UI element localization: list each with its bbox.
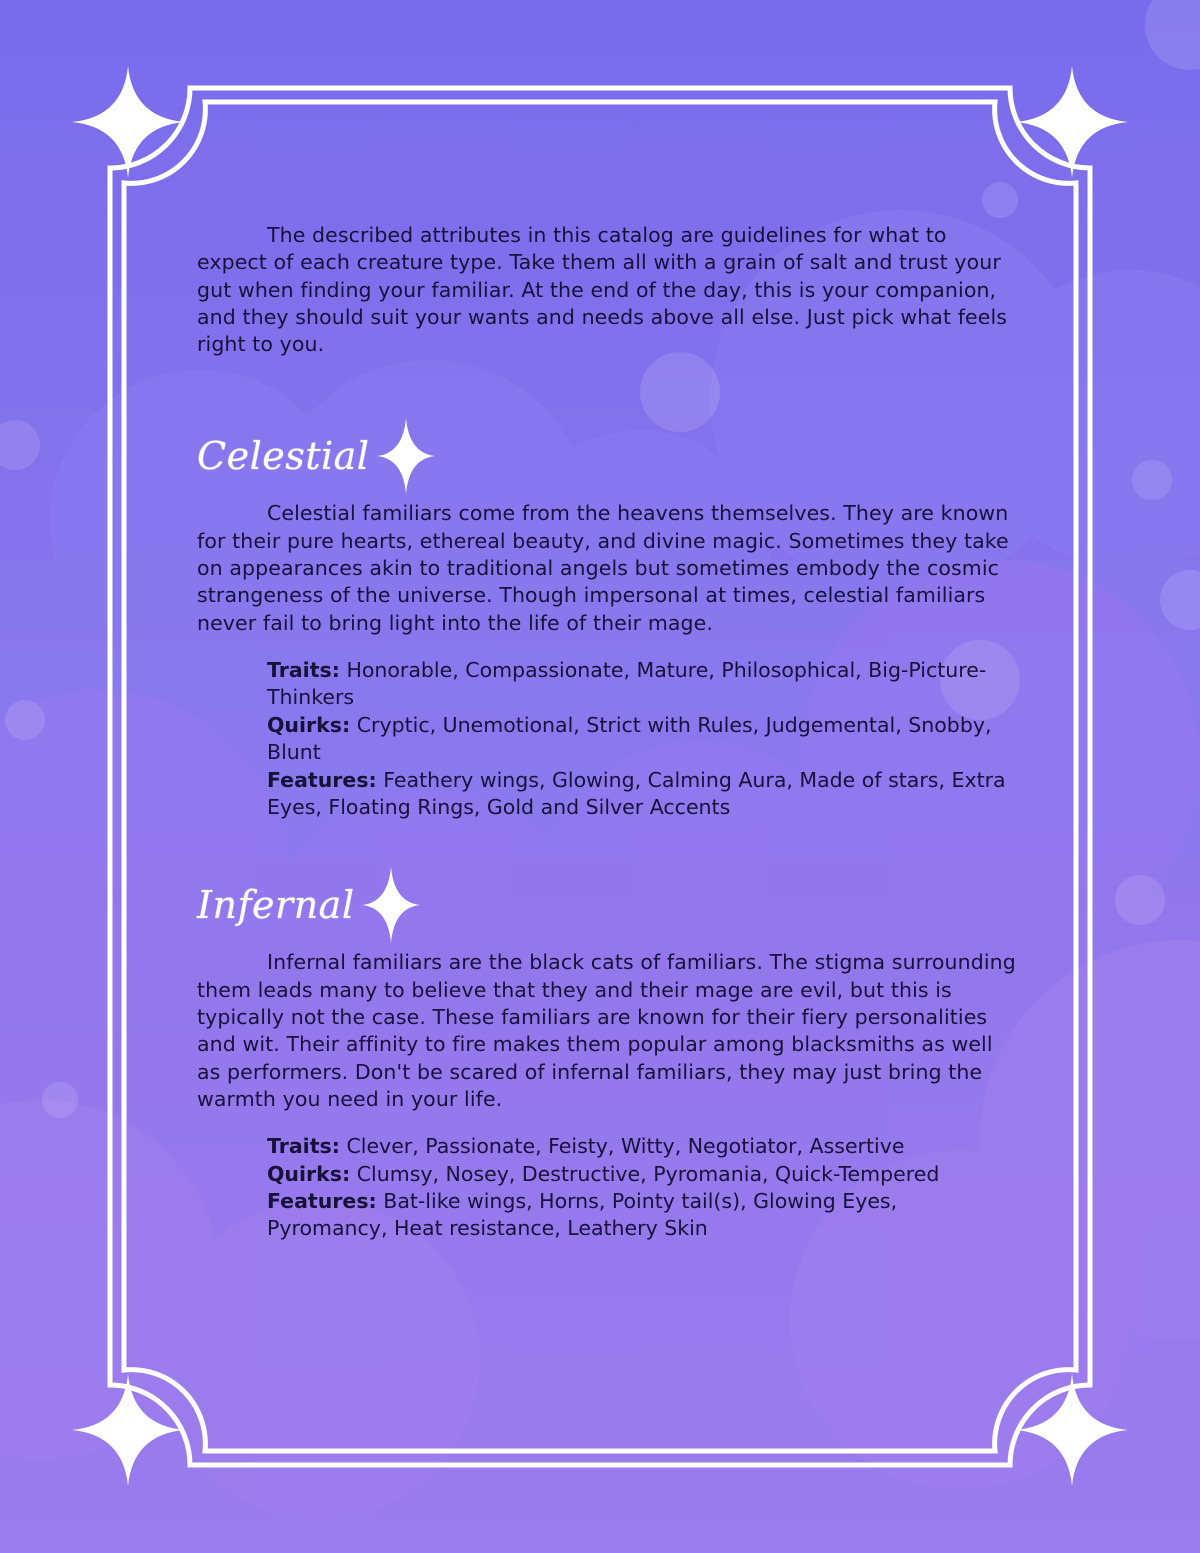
celestial-attributes — [197, 657, 1017, 821]
features-label: Features: — [267, 767, 377, 792]
features-value: Feathery wings, Glowing, Calming Aura, Made of stars, Extra Eyes, Floating Rings, Gold and Silver Accents — [267, 767, 1006, 819]
traits-line — [267, 657, 1017, 712]
features-label: Features: — [267, 1189, 377, 1213]
infernal-heading-row — [197, 865, 1017, 945]
features-value: Bat-like wings, Horns, Pointy tail(s), Glowing Eyes, Pyromancy, Heat resistance, Leathery Skin — [267, 1189, 898, 1241]
sparkle-icon — [72, 66, 184, 178]
traits-line — [267, 1133, 1017, 1160]
catalog-page-content — [197, 222, 1017, 1243]
traits-value: Honorable, Compassionate, Mature, Philosophical, Big-Picture-Thinkers — [267, 657, 987, 710]
quirks-value: Clumsy, Nosey, Destructive, Pyromania, Quick-Tempered — [356, 1161, 940, 1186]
quirks-value: Cryptic, Unemotional, Strict with Rules, Judgemental, Snobby, Blunt — [267, 712, 992, 765]
infernal-heading: Infernal — [197, 883, 355, 928]
celestial-description: Celestial familiars come from the heavens themselves. They are known for their pure hearts, ethereal beauty, and divine magic. Sometimes they take on appearances akin to traditional angels but sometimes embody the cosmic strangeness of the universe. Though impersonal at times, celestial familiars never fail to bring light into the life of their mage. — [197, 501, 1009, 635]
traits-label: Traits: — [267, 657, 340, 682]
celestial-heading: Celestial — [197, 434, 370, 479]
quirks-line — [267, 1161, 1017, 1188]
sparkle-icon — [375, 416, 437, 496]
sparkle-icon — [360, 865, 422, 945]
infernal-description: Infernal familiars are the black cats of familiars. The stigma surrounding them leads many to believe that they and their mage are evil, but this is typically not the case. These familiars are known for their fiery personalities and wit. Their affinity to fire makes them popular among blacksmiths as well as performers. Don't be scared of infernal familiars, they may just bring the warmth you need in your life. — [197, 950, 1016, 1111]
traits-value: Clever, Passionate, Feisty, Witty, Negotiator, Assertive — [346, 1134, 905, 1159]
sparkle-icon — [72, 1374, 184, 1486]
quirks-label: Quirks: — [267, 1161, 351, 1186]
quirks-label: Quirks: — [267, 712, 351, 737]
sparkle-icon — [1016, 66, 1128, 178]
features-line — [267, 767, 1017, 822]
sparkle-icon — [1016, 1374, 1128, 1486]
traits-label: Traits: — [267, 1134, 340, 1159]
celestial-heading-row — [197, 416, 1017, 496]
infernal-attributes — [197, 1133, 1017, 1243]
quirks-line — [267, 712, 1017, 767]
features-line — [267, 1188, 1017, 1243]
intro-paragraph: The described attributes in this catalog are guidelines for what to expect of each creature type. Take them all with a grain of salt and trust your gut when finding your familiar. At the end of the day, this is your companion, and they should suit your wants and needs above all else. Just pick what feels right to you. — [197, 223, 1008, 357]
